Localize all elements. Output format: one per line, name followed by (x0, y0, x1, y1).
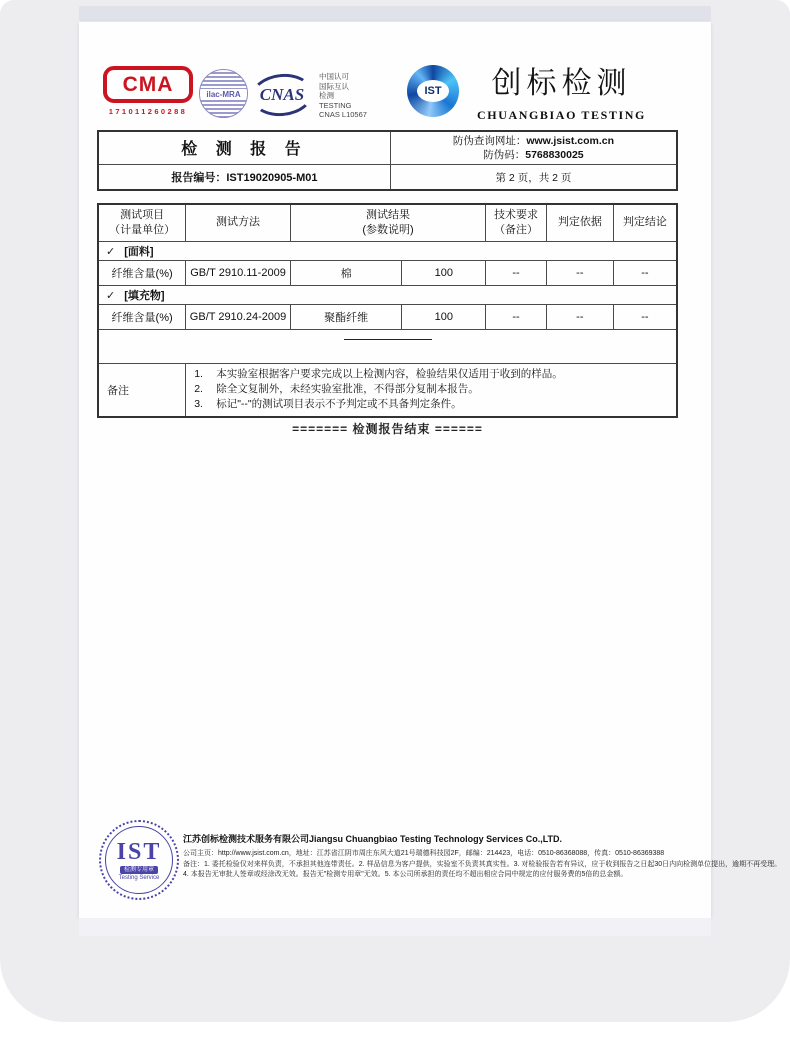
section-name: [填充物] (124, 289, 165, 302)
report-header-table (97, 130, 678, 191)
report-title: 检 测 报 告 (181, 141, 308, 159)
remarks-body (186, 363, 677, 417)
col-header-requirement (486, 204, 547, 241)
footer-company-block (183, 832, 782, 881)
checkmark-icon: ✓ (106, 289, 116, 302)
seal-stamp-icon (99, 820, 179, 900)
remark-text: 标记"--"的测试项目表示不予判定或不具备判定条件。 (216, 398, 462, 411)
brand-name-cn: 创标检测 (491, 67, 632, 100)
cell-value: 100 (402, 260, 486, 285)
table-header-row (98, 204, 677, 241)
footer-note-line: 备注：1. 委托检验仅对来样负责，不承担其他连带责任。2. 样品信息为客户提供，实验室不负责其真实性。3. 对检验报告若有异议，应于收到报告之日起30日内向检测单位提出，逾期不再受理。 (183, 860, 782, 868)
test-results-table (97, 203, 678, 418)
remark-item (194, 382, 668, 397)
section-row-fabric (98, 241, 677, 260)
company-contact-line: 公司主页：http://www.jsist.com.cn，地址：江苏省江阴市周庄东风大道21号瑞德科技园2F，邮编：214423，电话：0510-86368088，传真：0510-86369388 (183, 850, 665, 857)
report-title-cell (98, 131, 390, 164)
remark-number: 1. (194, 368, 203, 381)
antifake-code: 5768830025 (525, 148, 584, 161)
brand-name-en: CHUANGBIAO TESTING (477, 108, 646, 122)
remark-item (194, 367, 668, 382)
cma-certification-mark (103, 66, 193, 116)
cell-item: 纤维含量(%) (98, 304, 186, 329)
col-header-result-line1: 测试结果 (366, 208, 410, 221)
antifake-code-line (391, 148, 676, 162)
cell-result: 棉 (290, 260, 402, 285)
brand-header (407, 58, 646, 123)
remarks-label: 备注 (98, 363, 186, 417)
ilac-mra-label: ilac-MRA (200, 89, 247, 100)
table-row (98, 304, 677, 329)
section-cell-filling (98, 285, 677, 304)
remark-number: 2. (194, 383, 203, 396)
company-name: 江苏创标检测技术服务有限公司Jiangsu Chuangbiao Testing Technology Services Co.,LTD. (183, 834, 563, 844)
cnas-icon (251, 74, 313, 116)
cell-basis: -- (546, 260, 613, 285)
cnas-text-line: 检测 (319, 91, 334, 100)
cma-label: CMA (122, 72, 174, 96)
cnas-text-line: TESTING (319, 100, 352, 110)
cell-method: GB/T 2910.24-2009 (186, 304, 291, 329)
page-info-cell (390, 164, 677, 190)
section-cell-fabric (98, 241, 677, 260)
col-header-result (290, 204, 485, 241)
seal-cn-label: 检测专用章 (120, 866, 158, 874)
col-header-req-line2: （备注） (494, 223, 539, 236)
ilac-mra-icon (199, 69, 248, 118)
cell-basis: -- (546, 304, 613, 329)
cell-requirement: -- (486, 260, 547, 285)
col-header-conclusion: 判定结论 (613, 204, 677, 241)
page-bottom-edge (79, 918, 711, 936)
checkmark-icon: ✓ (106, 245, 116, 258)
cnas-text-line: 中国认可 (319, 72, 349, 81)
remark-text: 除全文复制外，未经实验室批准，不得部分复制本报告。 (216, 383, 479, 396)
cma-number: 171011260288 (108, 107, 188, 116)
antifake-cell (390, 131, 677, 164)
report-no: IST19020905-M01 (226, 171, 318, 184)
empty-cell (98, 329, 677, 363)
cell-method: GB/T 2910.11-2009 (186, 260, 291, 285)
remark-text: 本实验室根据客户要求完成以上检测内容，检验结果仅适用于收到的样品。 (216, 368, 563, 381)
seal-en-label: Testing Service (118, 874, 160, 881)
antifake-code-label: 防伪码： (483, 148, 526, 161)
col-header-item-line2: （计量单位） (109, 223, 176, 236)
antifake-url-label: 防伪查询网址： (452, 134, 527, 147)
seal-ist-label: IST (116, 838, 162, 865)
cnas-text-line: 国际互认 (319, 81, 349, 91)
cell-result: 聚酯纤维 (290, 304, 402, 329)
table-row (98, 260, 677, 285)
cell-requirement: -- (486, 304, 547, 329)
previous-page-edge (79, 6, 711, 21)
col-header-basis: 判定依据 (546, 204, 613, 241)
ist-logo-label: IST (417, 80, 449, 102)
col-header-method: 测试方法 (186, 204, 291, 241)
antifake-url: www.jsist.com.cn (526, 134, 615, 147)
col-header-result-line2: (参数说明) (362, 223, 414, 236)
sample-end-line (344, 339, 432, 340)
remark-item (194, 397, 668, 412)
col-header-item (98, 204, 186, 241)
ist-logo-icon (407, 65, 459, 117)
cell-conclusion: -- (613, 260, 677, 285)
cell-item: 纤维含量(%) (98, 260, 186, 285)
remark-number: 3. (194, 398, 203, 411)
cnas-text-line: CNAS L10567 (319, 110, 367, 119)
antifake-url-line (391, 134, 676, 148)
brand-name (477, 58, 646, 123)
section-name: [面料] (124, 245, 154, 258)
cell-value: 100 (402, 304, 486, 329)
report-no-label: 报告编号： (171, 171, 227, 184)
section-row-filling (98, 285, 677, 304)
cma-icon (103, 66, 193, 103)
report-no-cell (98, 164, 390, 190)
document-page (79, 22, 782, 918)
cnas-label: CNAS (259, 85, 305, 104)
cell-conclusion: -- (613, 304, 677, 329)
col-header-req-line1: 技术要求 (494, 208, 539, 221)
cnas-accreditation-text (319, 72, 367, 120)
report-end-marker: ======= 检测报告结束 ====== (292, 422, 483, 436)
footer-note-line: 4. 本报告无审批人签章或经涂改无效。报告无"检测专用章"无效。5. 本公司所承担的责任均不超出相应合同中规定的应付服务费的5倍的总金额。 (183, 871, 628, 878)
remarks-row (98, 363, 677, 417)
empty-row (98, 329, 677, 363)
page-info: 第 2 页，共 2 页 (495, 171, 572, 184)
col-header-item-line1: 测试项目 (120, 208, 165, 221)
